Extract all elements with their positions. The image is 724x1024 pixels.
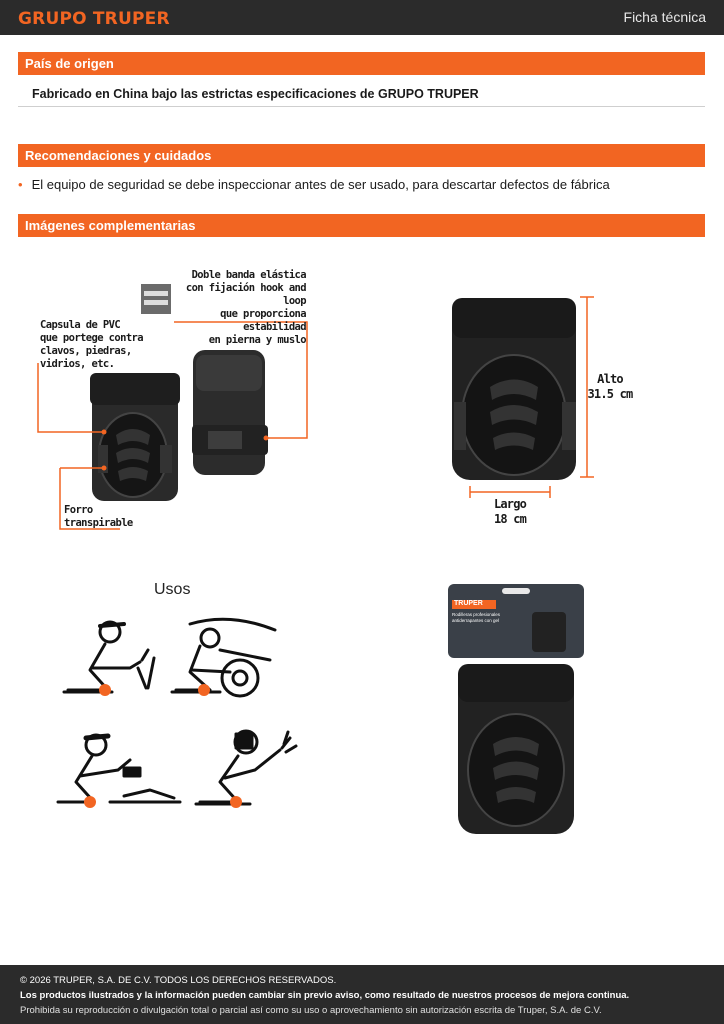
recommendation-text: El equipo de seguridad se debe inspeccionar antes de ser usado, para descartar defectos de fábrica [31,177,610,192]
kneepad-back-image [192,350,268,475]
origin-text: Fabricado en China bajo las estrictas especificaciones de GRUPO TRUPER [18,81,705,107]
package-brand: TRUPER [454,600,483,607]
section-recommendations-title: Recomendaciones y cuidados [18,144,705,167]
callout-band: Doble banda elástica con fijación hook and loop que proporciona estabilidad en pierna y muslo [185,269,306,346]
gardening-worker-icon [64,622,154,696]
mechanic-worker-icon [172,619,275,696]
welding-worker-icon [196,731,296,808]
section-origin-title: País de origen [18,52,705,75]
brand-logo: GRUPO TRUPER [18,9,170,29]
product-detail-figure [20,255,330,545]
footer-prohibition: Prohibida su reproducción o divulgación total o parcial así como su uso o aprovechamiento sin autorización escrita de Truper, S.A. de C.V. [20,1005,602,1016]
usos-title: Usos [154,581,191,598]
hammering-worker-icon [58,735,180,808]
document-type: Ficha técnica [623,9,706,25]
kneepad-front-image [90,373,180,501]
kneepad-package-image [458,664,574,834]
usos-figure [50,610,300,820]
bullet-icon: • [18,177,23,192]
callout-lining: Forro transpirable [64,504,133,529]
usage-pictograms [50,610,300,820]
package-figure [448,584,584,844]
section-images-title: Imágenes complementarias [18,214,705,237]
recommendation-item [18,177,705,192]
kneepad-dimensions-illustration [440,290,640,530]
header-bar [0,0,724,35]
dimensions-figure [440,290,640,530]
velcro-icon [141,284,171,314]
package-text: Rodilleras profesionales antiderrapantes con gel [452,612,501,623]
footer-copyright: © 2026 TRUPER, S.A. DE C.V. TODOS LOS DERECHOS RESERVADOS. [20,975,337,986]
footer [0,965,724,1024]
kneepad-dimension-image [452,298,576,480]
height-dimension: Alto 31.5 cm [587,372,633,401]
footer-notice: Los productos ilustrados y la información pueden cambiar sin previo aviso, como resultado de nuestros procesos de mejora continua. [20,990,630,1001]
callout-capsule: Capsula de PVC que portege contra clavos, piedras, vidrios, etc. [40,319,143,370]
width-dimension: Largo 18 cm [493,497,527,526]
